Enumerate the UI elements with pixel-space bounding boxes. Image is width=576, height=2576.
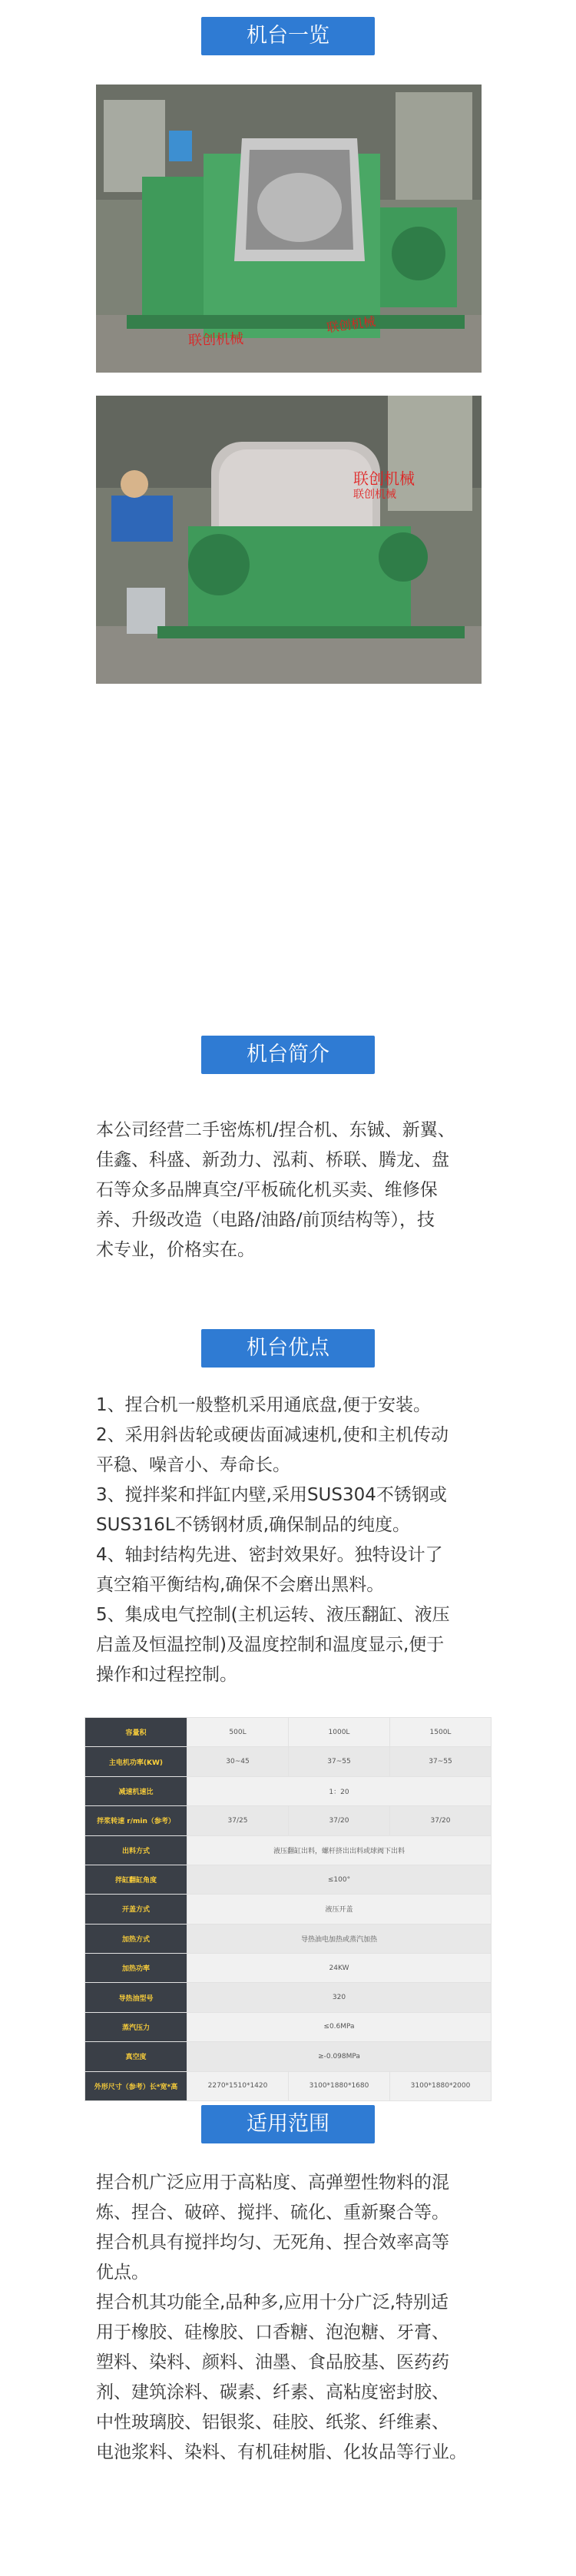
section-header-intro [201,1036,375,1074]
scope-line: 炼、捏合、破碎、搅拌、硫化、重新聚合等。 [96,2203,449,2223]
table-row [85,2042,492,2071]
advantage-line: 真空箱平衡结构,确保不会磨出黑料。 [96,1575,385,1595]
intro-line: 本公司经营二手密炼机/捏合机、东铖、新翼、 [96,1120,455,1140]
table-row [85,1835,492,1865]
table-label: 真空度 [85,2042,187,2071]
table-row [85,1983,492,2012]
section-title: 机台优点 [247,1336,329,1360]
scope-line: 塑料、染料、颜料、油墨、食品胶基、医药药 [96,2352,449,2372]
advantage-line: 启盖及恒温控制)及温度控制和温度显示,便于 [96,1635,445,1655]
table-cell: 320 [187,1983,492,2012]
section-title: 适用范围 [247,2112,329,2136]
section-header-advantages [201,1329,375,1368]
table-cell: 37/20 [390,1806,492,1835]
table-row [85,2071,492,2101]
table-row [85,1924,492,1953]
table-cell: 3100*1880*2000 [390,2071,492,2101]
table-row [85,1954,492,1983]
scope-line: 捏合机广泛应用于高粘度、高弹塑性物料的混 [96,2173,449,2193]
table-cell: 液压翻缸出料，螺杆挤出出料或球阀下出料 [187,1835,492,1865]
table-cell: 导热油电加热或蒸汽加热 [187,1924,492,1953]
table-cell: 24KW [187,1954,492,1983]
advantage-line: SUS316L不锈钢材质,确保制品的纯度。 [96,1515,411,1535]
table-label: 加热功率 [85,1954,187,1983]
table-label: 拌浆转速 r/min（参考） [85,1806,187,1835]
section-header-scope [201,2105,375,2143]
scope-line: 中性玻璃胶、铝银浆、硅胶、纸浆、纤维素、 [96,2412,449,2432]
advantage-line: 5、集成电气控制(主机运转、液压翻缸、液压 [96,1605,450,1625]
table-label: 开盖方式 [85,1895,187,1924]
scope-line: 捏合机其功能全,品种多,应用十分广泛,特别适 [96,2293,449,2312]
scope-line: 剂、建筑涂料、碳素、纤素、高粘度密封胶、 [96,2382,449,2402]
section-header-overview [201,17,375,55]
scope-line: 用于橡胶、硅橡胶、口香糖、泡泡糖、牙膏、 [96,2322,449,2342]
photo-watermark: 联创机械 [326,313,377,336]
advantage-line: 平稳、噪音小、寿命长。 [96,1455,290,1475]
advantage-line: 1、捏合机一般整机采用通底盘,便于安装。 [96,1395,431,1415]
spec-table [84,1717,492,2101]
table-label: 蒸汽压力 [85,2012,187,2041]
table-cell: 3100*1880*1680 [289,2071,390,2101]
table-cell: 液压开盖 [187,1895,492,1924]
photo-watermark: 联创机械 [353,489,396,501]
table-cell: 30~45 [187,1747,289,1776]
table-label: 出料方式 [85,1835,187,1865]
machine-photo-1 [96,85,482,373]
section-title: 机台一览 [247,24,329,48]
scope-line: 优点。 [96,2263,149,2283]
table-cell: 1000L [289,1718,390,1747]
table-cell: 37/25 [187,1806,289,1835]
table-row [85,2012,492,2041]
table-label: 外形尺寸（参考）长*宽*高 [85,2071,187,2101]
table-cell: 37~55 [390,1747,492,1776]
table-row [85,1865,492,1894]
photo-watermark: 联创机械 [187,330,244,350]
table-row [85,1776,492,1805]
table-label: 拌缸翻缸角度 [85,1865,187,1894]
table-cell: 37/20 [289,1806,390,1835]
intro-paragraph [96,1116,482,1265]
advantage-line: 3、搅拌桨和拌缸内壁,采用SUS304不锈钢或 [96,1485,447,1505]
advantage-line: 2、采用斜齿轮或硬齿面减速机,使和主机传动 [96,1425,449,1445]
table-cell: ≤0.6MPa [187,2012,492,2041]
table-cell: ≥-0.098MPa [187,2042,492,2071]
table-cell: 2270*1510*1420 [187,2071,289,2101]
intro-line: 养、升级改造（电路/油路/前顶结构等），技 [96,1210,435,1230]
table-label: 主电机功率(KW) [85,1747,187,1776]
machine-photo-2 [96,396,482,684]
machine-photo-2-drawing [96,396,482,684]
table-label: 导热油型号 [85,1983,187,2012]
table-row [85,1747,492,1776]
table-label: 加热方式 [85,1924,187,1953]
scope-paragraph [96,2168,482,2468]
table-cell: 500L [187,1718,289,1747]
table-cell: 1500L [390,1718,492,1747]
intro-line: 佳鑫、科盛、新劲力、泓莉、桥联、腾龙、盘 [96,1150,449,1170]
table-cell: 1：20 [187,1776,492,1805]
table-cell: 37~55 [289,1747,390,1776]
intro-line: 石等众多品牌真空/平板硫化机买卖、维修保 [96,1180,438,1200]
advantage-line: 4、轴封结构先进、密封效果好。独特设计了 [96,1545,443,1565]
scope-line: 电池浆料、染料、有机硅树脂、化妆品等行业。 [96,2442,467,2462]
table-cell: ≤100° [187,1865,492,1894]
advantages-paragraph [96,1391,482,1690]
intro-line: 术专业，价格实在。 [96,1240,255,1260]
table-label: 减速机速比 [85,1776,187,1805]
section-title: 机台简介 [247,1043,329,1066]
table-row [85,1718,492,1747]
table-row [85,1806,492,1835]
scope-line: 捏合机具有搅拌均匀、无死角、捏合效率高等 [96,2233,449,2253]
table-row [85,1895,492,1924]
machine-photo-1-drawing [96,85,482,373]
table-label: 容量积 [85,1718,187,1747]
advantage-line: 操作和过程控制。 [96,1665,237,1685]
photo-watermark: 联创机械 [353,469,415,488]
